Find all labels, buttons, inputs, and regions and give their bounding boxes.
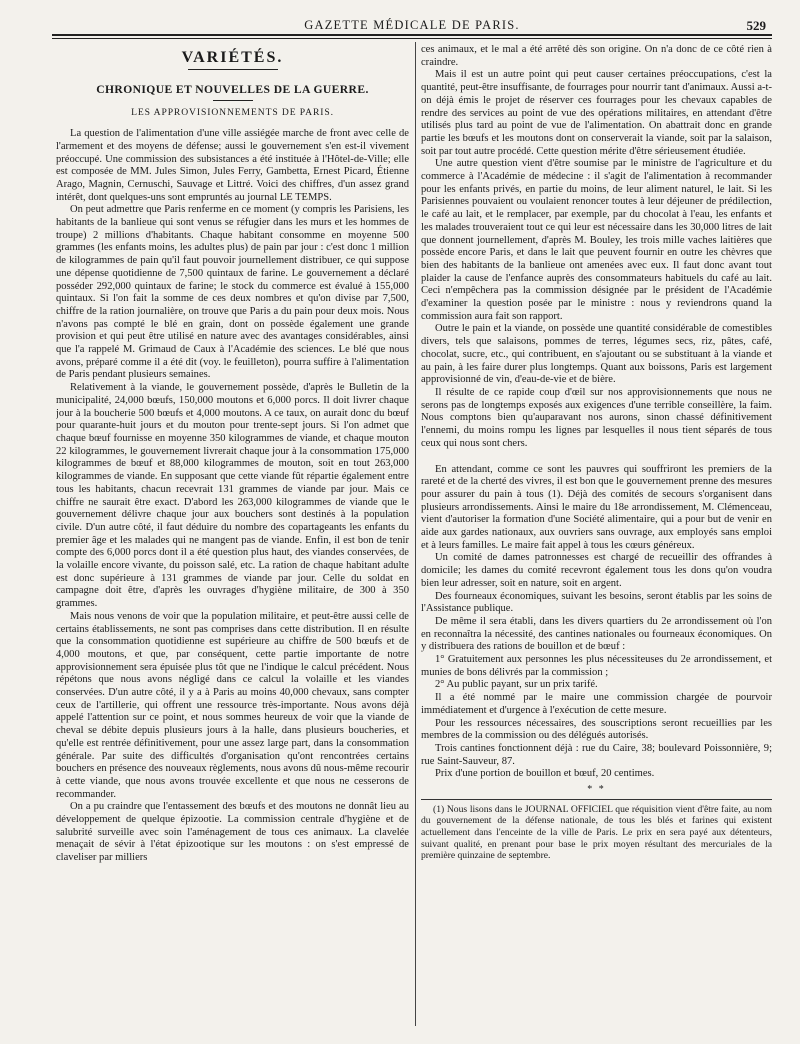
paragraph: En attendant, comme ce sont les pauvres qui souffriront les premiers de la rareté et de la cherté des vivres, il est bon que le gouvernement prenne des mesures pour assurer du pain à tous (1). Déjà des comités de secours s'organisent dans plusieurs arrondissements. Ainsi le maire du 18e arrondissement, M. Clémenceau, vient d'autoriser la formation d'une Société alimentaire, qui a pour but de venir en aide aux gardes nationaux, aux ouvriers sans ouvrage, aux employés sans emploi et à leurs familles. Le maire fait appel à tous les cœurs généreux. [421, 463, 772, 551]
column-divider [415, 42, 416, 1026]
paragraph: Mais il est un autre point qui peut causer certaines préoccupations, c'est la quantité, peut-être insuffisante, de fourrages pour nourrir tant d'animaux. Aussi a-t-on déjà émis le projet de réserver ces fourrages pour les chevaux capables de rendre des services au point de vue des opérations militaires, en attendant d'être utilisés plus tard au point de vue de l'alimentation. On abattrait donc en grande partie les bœufs et les moutons dont on conserverait la viande, soit par la salaison, soit par tout autre procédé. Cette question mérite d'être sérieusement étudiée. [421, 69, 772, 157]
section-separator: * * [587, 784, 606, 796]
paragraph: Mais nous venons de voir que la population militaire, et peut-être aussi celle de certains établissements, ne sont pas comprises dans cette distribution. Il en résulte que la consommation quotidienne est supérieure au chiffre de 500 bœufs et de 4,000 moutons, et que, par conséquent, cette partie importante de notre approvisionnement sera épuisée plus tôt que ne l'indique le calcul précédent. Nous répétons que nous avons négligé dans ce calcul la volaille et les viandes conservées. D'un autre côté, il y a à Paris au moins 40,000 chevaux, sans compter ceux de l'artillerie, qui offrent une ressource très-importante. Nous avons déjà appelé l'attention sur ce point, et nous sommes heureux de voir que la viande de cheval se débite depuis plusieurs jours à la halle, dans plusieurs boucheries, et qu'elle est rentrée définitivement, pour une assez large part, dans la consommation générale. Par suite des difficultés d'organisation qu'ont rencontrées certains bouchers en présence des nouveaux règlements, nous avons dû nous-même recourir à cette viande, que nous avons trouvée excellente et que nous ne cesserons de recommander. [56, 610, 409, 800]
paragraph: Une autre question vient d'être soumise par le ministre de l'agriculture et du commerce à l'Académie de médecine : il s'agit de l'alimentation à recommander pour les enfants privés, en partie du moins, de leur aliment naturel, le lait. Si les Parisiennes pouvaient ou voulaient renoncer toutes à leur déjeuner de prédilection, le café au lait, et le remplacer, par exemple, par du chocolat à l'eau, les enfants et les malades trouveraient tout ce qui leur est nécessaire dans les 30,000 litres de lait que donnent journellement, d'après M. Bouley, les trois mille vaches laitières que possède encore Paris, et dans le lait que peuvent fournir en outre les chèvres que bien des habitants de la banlieue ont amenées avec eux. Il faut donc avant tout plaider la cause de l'enfance auprès des consommateurs habituels du café au lait. Ceci n'empêchera pas la commission désignée par le président de l'Académie d'examiner la question posée par le ministre : nous y reviendrons quand la commission aura fait son rapport. [421, 158, 772, 322]
footnote [421, 804, 772, 862]
paragraph-gap [421, 451, 772, 464]
article-title: CHRONIQUE ET NOUVELLES DE LA GUERRE. [96, 82, 369, 96]
paragraph: Outre le pain et la viande, on possède une quantité considérable de comestibles divers, tels que salaisons, pommes de terres, légumes secs, riz, pâtes, café, chocolat, sucre, etc., qui contribuent, en s'ajoutant ou se substituant à la viande et au pain, à les faire durer plus longtemps. Quant aux boissons, Paris est largement approvisionné de vin, d'eau-de-vie et de bière. [421, 323, 772, 386]
paragraph: Pour les ressources nécessaires, des souscriptions seront recueillies par les membres de la commission ou des délégués autorisés. [421, 717, 772, 742]
left-column [56, 44, 409, 1030]
paragraph: Des fourneaux économiques, suivant les besoins, seront établis par les soins de l'Assistance publique. [421, 590, 772, 615]
list-item: 2° Au public payant, sur un prix tarifé. [435, 679, 598, 691]
paragraph: Il résulte de ce rapide coup d'œil sur nos approvisionnements que nous ne serons pas de longtemps exposés aux exigences d'une terrible conseillère, la faim. Nous comptons bien qu'auparavant nos aurons, sinon chassé définitivement l'ennemi, du moins rompu les lignes par lesquelles il nous tient séparés de tous ceux qui nous sont chers. [421, 386, 772, 449]
article-subtitle: LES APPROVISIONNEMENTS DE PARIS. [131, 107, 334, 119]
paragraph: On peut admettre que Paris renferme en ce moment (y compris les Parisiens, les habitants de la banlieue qui sont venus se réfugier dans les murs et les hommes de troupe) 2 millions d'habitants. Chaque habitant consomme en moyenne 500 grammes (les enfants moins, les adultes plus) de pain par jour : c'est donc 1 million de kilogrammes de pain qu'il faut pouvoir journellement distribuer, ce qui suppose une dépense quotidienne de 7,500 quintaux de farine. Le gouvernement a déclaré posséder 292,000 quintaux de farine; le stock du commerce est évalué à 155,000 quintaux. Si l'on fait la somme de ces deux nombres et qu'on divise par 7,500, chiffre de la ration journalière, on trouve que Paris a du pain pour deux mois. Nous n'avons pas compté le blé en grain, dont on possède également une grande provision et qui peut être utilisé en nature avec des avantages considérables, ainsi que l'a rappelé M. Grimaud de Caux à l'Académie des sciences. Le blé que nous avons, préparé comme il a été dit (voy. le feuilleton), pourra suffire à l'alimentation de Paris pendant plusieurs semaines. [56, 204, 409, 381]
paragraph: Il a été nommé par le maire une commission chargée de pourvoir immédiatement et d'urgence à l'exécution de cette mesure. [421, 692, 772, 716]
header-rule [52, 34, 772, 36]
paragraph: La question de l'alimentation d'une ville assiégée marche de front avec celle de l'armement et des moyens de défense; aussi le gouvernement s'en est-il vivement préoccupé. Une commission des subsistances a été instituée à l'Hôtel-de-Ville; elle est composée de MM. Jules Simon, Jules Ferry, Gambetta, Ernest Picard, Étienne Arago, Magnin, Cernuschi, Sauvage et Littré. Voici des chiffres, d'un assez grand intérêt, dont quelques-uns sont empruntés au journal LE TEMPS. [56, 128, 409, 203]
paragraph: De même il sera établi, dans les divers quartiers du 2e arrondissement où l'on en reconnaîtra la nécessité, des cantines nationales ou fourneaux économiques. On y distribuera des rations de bouillon et de bœuf : [421, 615, 772, 653]
section-title-rule [188, 69, 278, 70]
section-title: VARIÉTÉS. [181, 49, 284, 66]
running-head [52, 14, 772, 34]
paragraph: Prix d'une portion de bouillon et bœuf, 20 centimes. [435, 768, 655, 780]
footnote-rule [421, 799, 772, 800]
page-number: 529 [746, 18, 766, 33]
paragraph: ces animaux, et le mal a été arrêté dès son origine. On n'a donc de ce côté rien à craindre. [421, 44, 772, 68]
paragraph: Un comité de dames patronnesses est chargé de recueillir des offrandes à domicile; les dames du comité recevront également tous les dons qu'on voudra bien leur adresser, soit en nature, soit en argent. [421, 552, 772, 589]
paragraph: Relativement à la viande, le gouvernement possède, d'après le Bulletin de la municipalité, 24,000 bœufs, 150,000 moutons et 6,000 porcs. Il doit livrer chaque jour à la boucherie 500 bœufs et 4,000 moutons. A ce taux, on aurait donc du bœuf pour quarante-huit jours et du mouton pour trente-sept jours. Si l'on admet que chaque bœuf fournisse en moyenne 350 kilogrammes de viande, et chaque mouton 22 kilogrammes, le gouvernement livrerait chaque jour à la consommation 175,000 kilogrammes de bœuf et 88,000 kilogrammes de mouton, soit en tout 263,000 kilogrammes de viande. En supposant que cette viande fût répartie également entre tous les habitants, chacun recevrait 131 grammes de viande par jour. Mais ce chiffre ne saurait être exact. D'abord les 263,000 kilogrammes de viande que le gouvernement délivre chaque jour aux bouchers sont destinés à la population civile. D'un autre côté, il faut déduire du nombre des copartageants les enfants du premier âge et les malades qui ne mangent pas de viande. Enfin, il est bon de tenir compte des 6,000 porcs dont il a été question plus haut, des viandes conservées, de la volaille encore vivante, du poisson salé, etc. La ration de chaque habitant adulte est donc supérieure à 131 grammes de viande par jour. Celle du soldat en campagne doit être, d'après les ouvrages d'hygiène militaire, de 300 à 350 grammes. [56, 382, 409, 610]
journal-title: GAZETTE MÉDICALE DE PARIS. [304, 18, 520, 32]
right-column [421, 44, 772, 1030]
list-item: 1° Gratuitement aux personnes les plus nécessiteuses du 2e arrondissement, et munies de bons délivrés par la commission ; [421, 654, 772, 678]
header-rule-thin [52, 38, 772, 39]
footnote-text: (1) Nous lisons dans le JOURNAL OFFICIEL que réquisition vient d'être faite, au nom du gouvernement de la défense nationale, de tous les blés et farines qui existent actuellement dans l'enceinte de la ville de Paris. Le prix en sera payé aux détenteurs, suivant qualité, en prenant pour base le prix moyen résultant des mercuriales de la première quinzaine de septembre. [421, 803, 772, 862]
paragraph: Trois cantines fonctionnent déjà : rue du Caire, 38; boulevard Poissonnière, 9; rue Saint-Sauveur, 87. [421, 742, 772, 767]
article-title-rule [213, 100, 253, 101]
paragraph: On a pu craindre que l'entassement des bœufs et des moutons ne donnât lieu au développement de quelque épizootie. La commission centrale d'hygiène et de salubrité surveille avec soin l'aménagement de tous ces animaux. La clavelée menaçait de sévir à l'état épizootique sur les moutons : on s'est empressé de claveliser par milliers [56, 801, 409, 864]
